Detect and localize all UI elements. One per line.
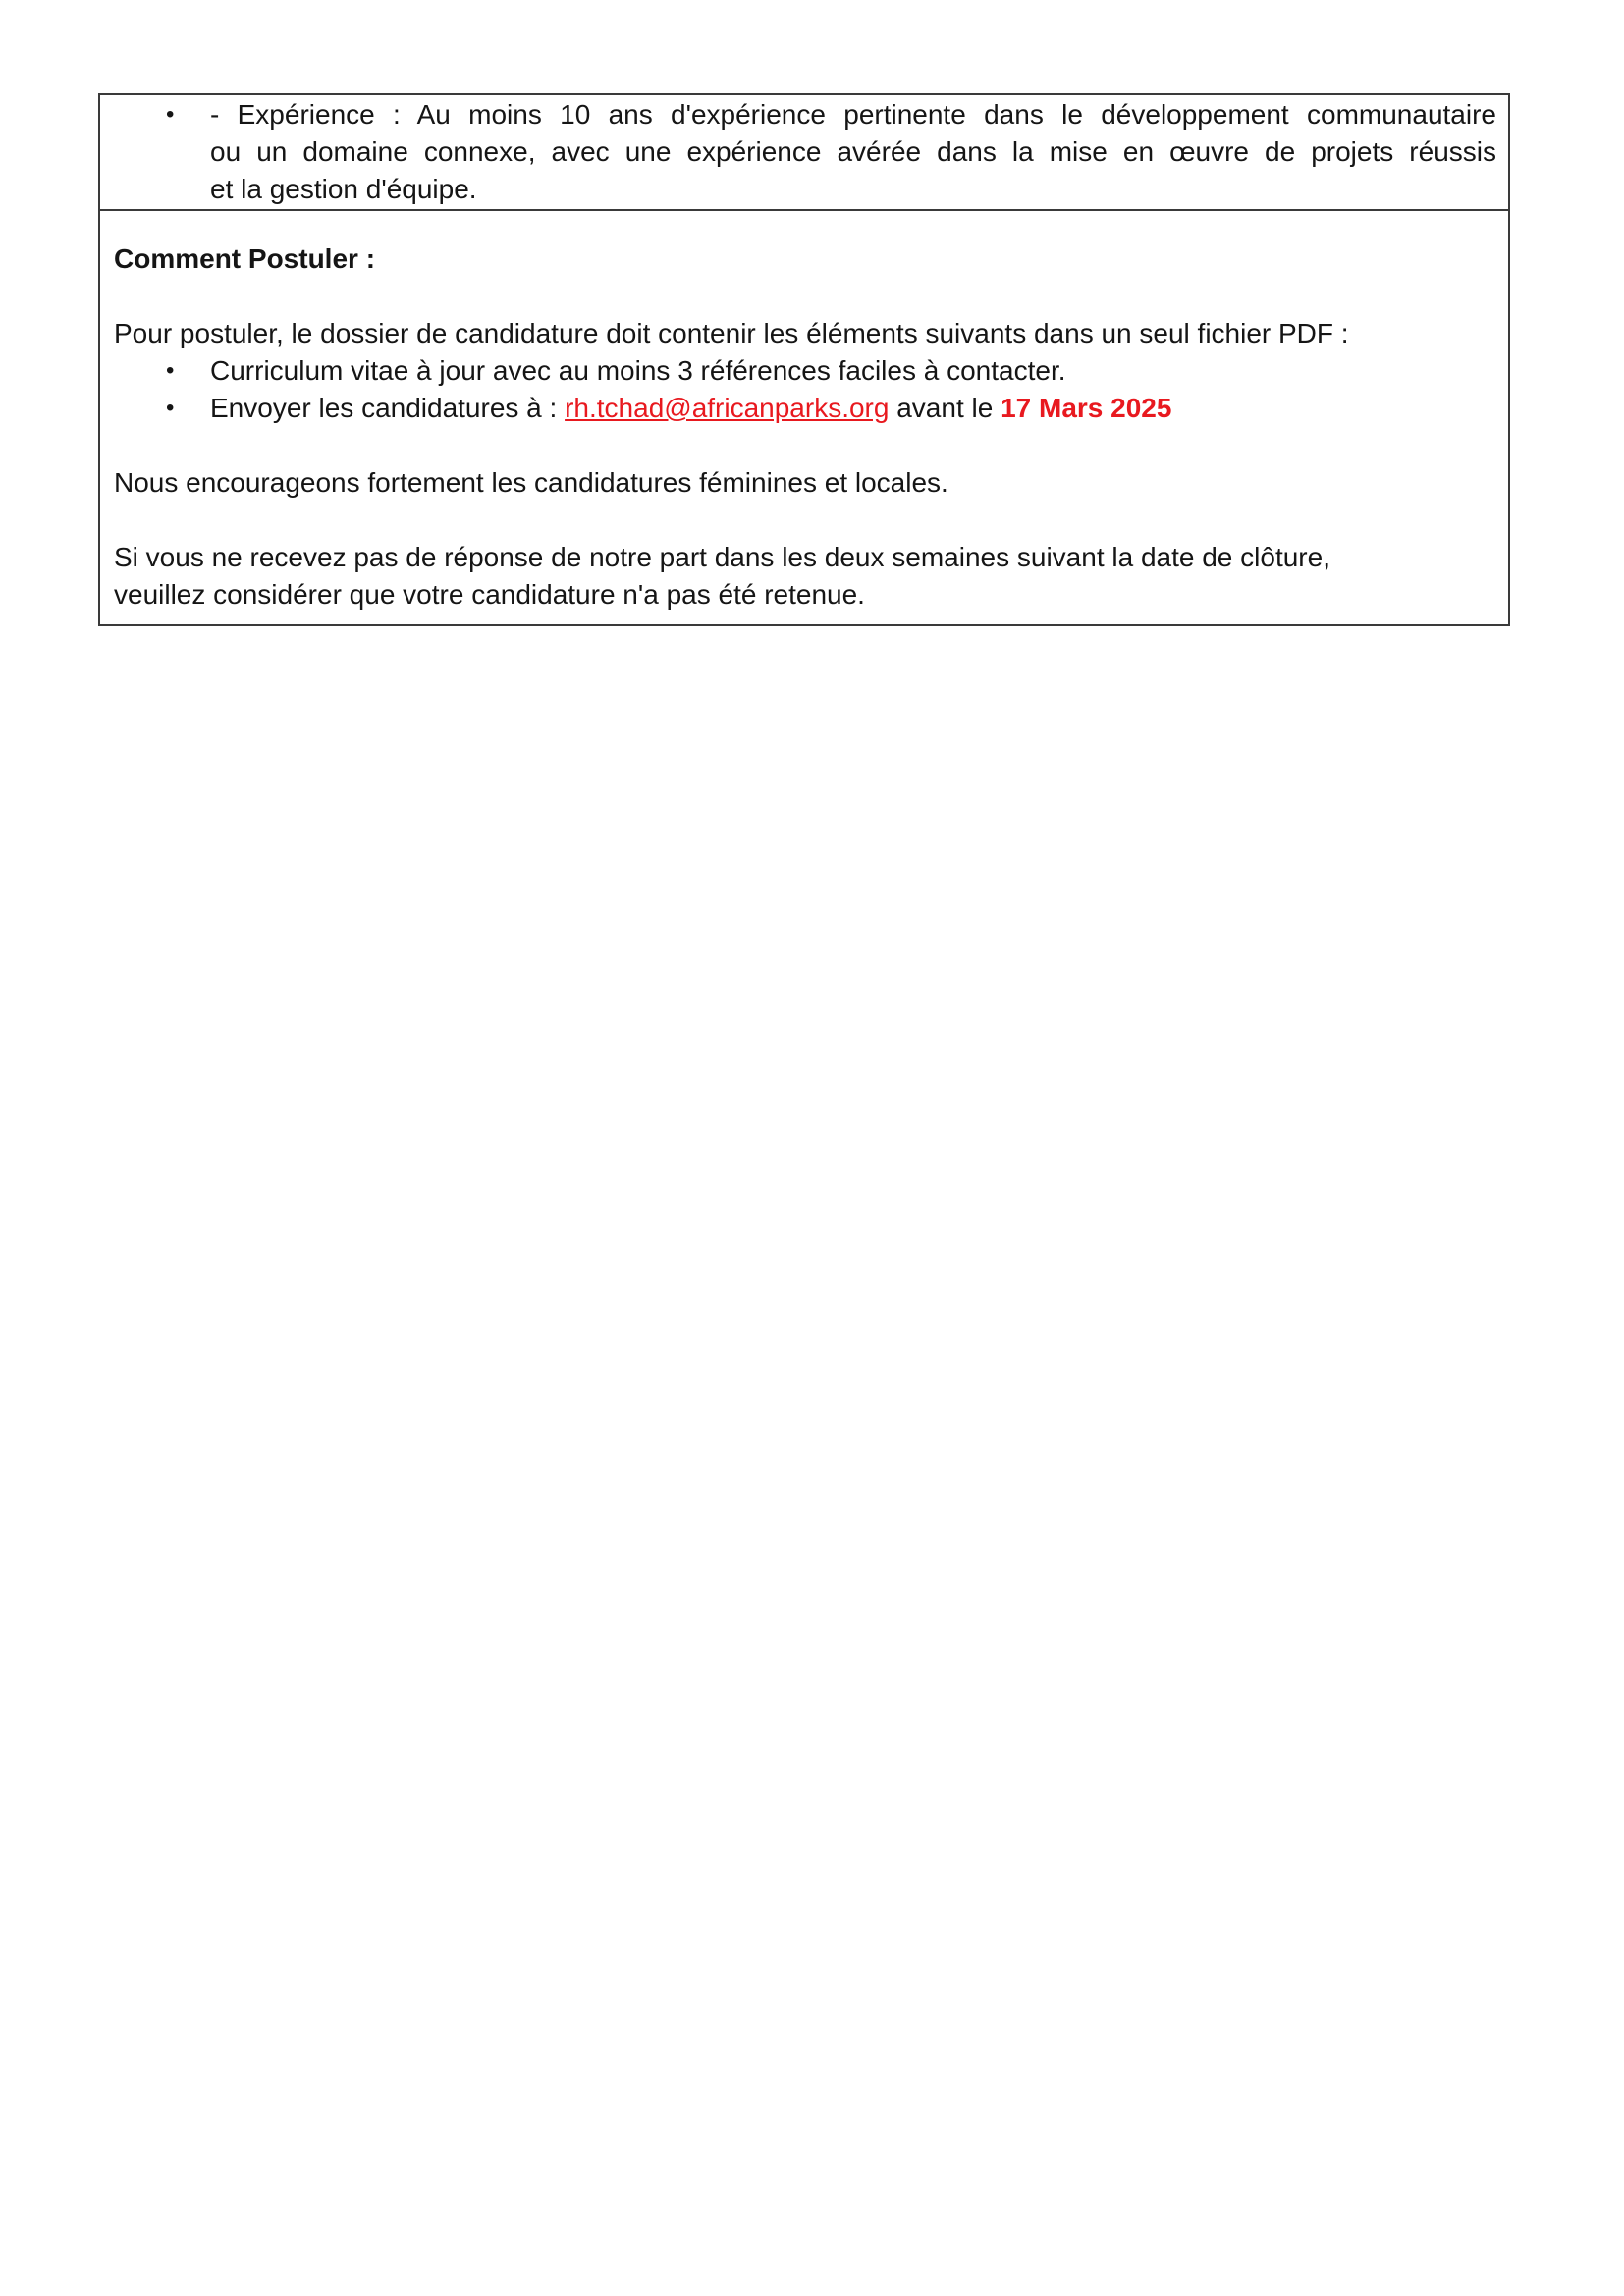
send-bullet-text <box>210 390 1496 427</box>
send-bullet-item <box>114 390 1496 427</box>
bullet-icon: • <box>166 101 175 128</box>
cv-bullet-item <box>114 352 1496 390</box>
closing-line-2: veuillez considérer que votre candidature n'a pas été retenue. <box>114 579 865 610</box>
how-to-apply-heading: Comment Postuler : <box>114 243 376 274</box>
spacer <box>114 502 1496 539</box>
experience-requirement-section <box>100 95 1508 211</box>
experience-line-2: ou un domaine connexe, avec une expérience avérée dans la mise en œuvre de projets réussis <box>210 136 1496 167</box>
content-table <box>98 93 1510 626</box>
application-deadline: 17 Mars 2025 <box>1001 393 1172 423</box>
cv-bullet-text: Curriculum vitae à jour avec au moins 3 références faciles à contacter. <box>210 355 1066 386</box>
encourage-text: Nous encourageons fortement les candidatures féminines et locales. <box>114 467 948 498</box>
send-prefix-text: Envoyer les candidatures à : <box>210 393 566 423</box>
experience-bullet-item <box>100 96 1496 208</box>
how-to-apply-section <box>100 211 1508 624</box>
send-middle-text: avant le <box>889 393 1001 423</box>
bullet-icon: • <box>166 395 175 421</box>
spacer <box>114 427 1496 464</box>
experience-bullet-text <box>210 96 1496 208</box>
experience-line-3: et la gestion d'équipe. <box>210 174 477 204</box>
email-link[interactable]: rh.tchad@africanparks.org <box>565 393 890 423</box>
apply-intro-text: Pour postuler, le dossier de candidature doit contenir les éléments suivants dans un seul fichier PDF : <box>114 318 1349 348</box>
spacer <box>114 278 1496 315</box>
closing-line-1: Si vous ne recevez pas de réponse de notre part dans les deux semaines suivant la date de clôture, <box>114 542 1330 572</box>
bullet-icon: • <box>166 357 175 384</box>
experience-line-1: - Expérience : Au moins 10 ans d'expérience pertinente dans le développement communautaire <box>210 99 1496 130</box>
